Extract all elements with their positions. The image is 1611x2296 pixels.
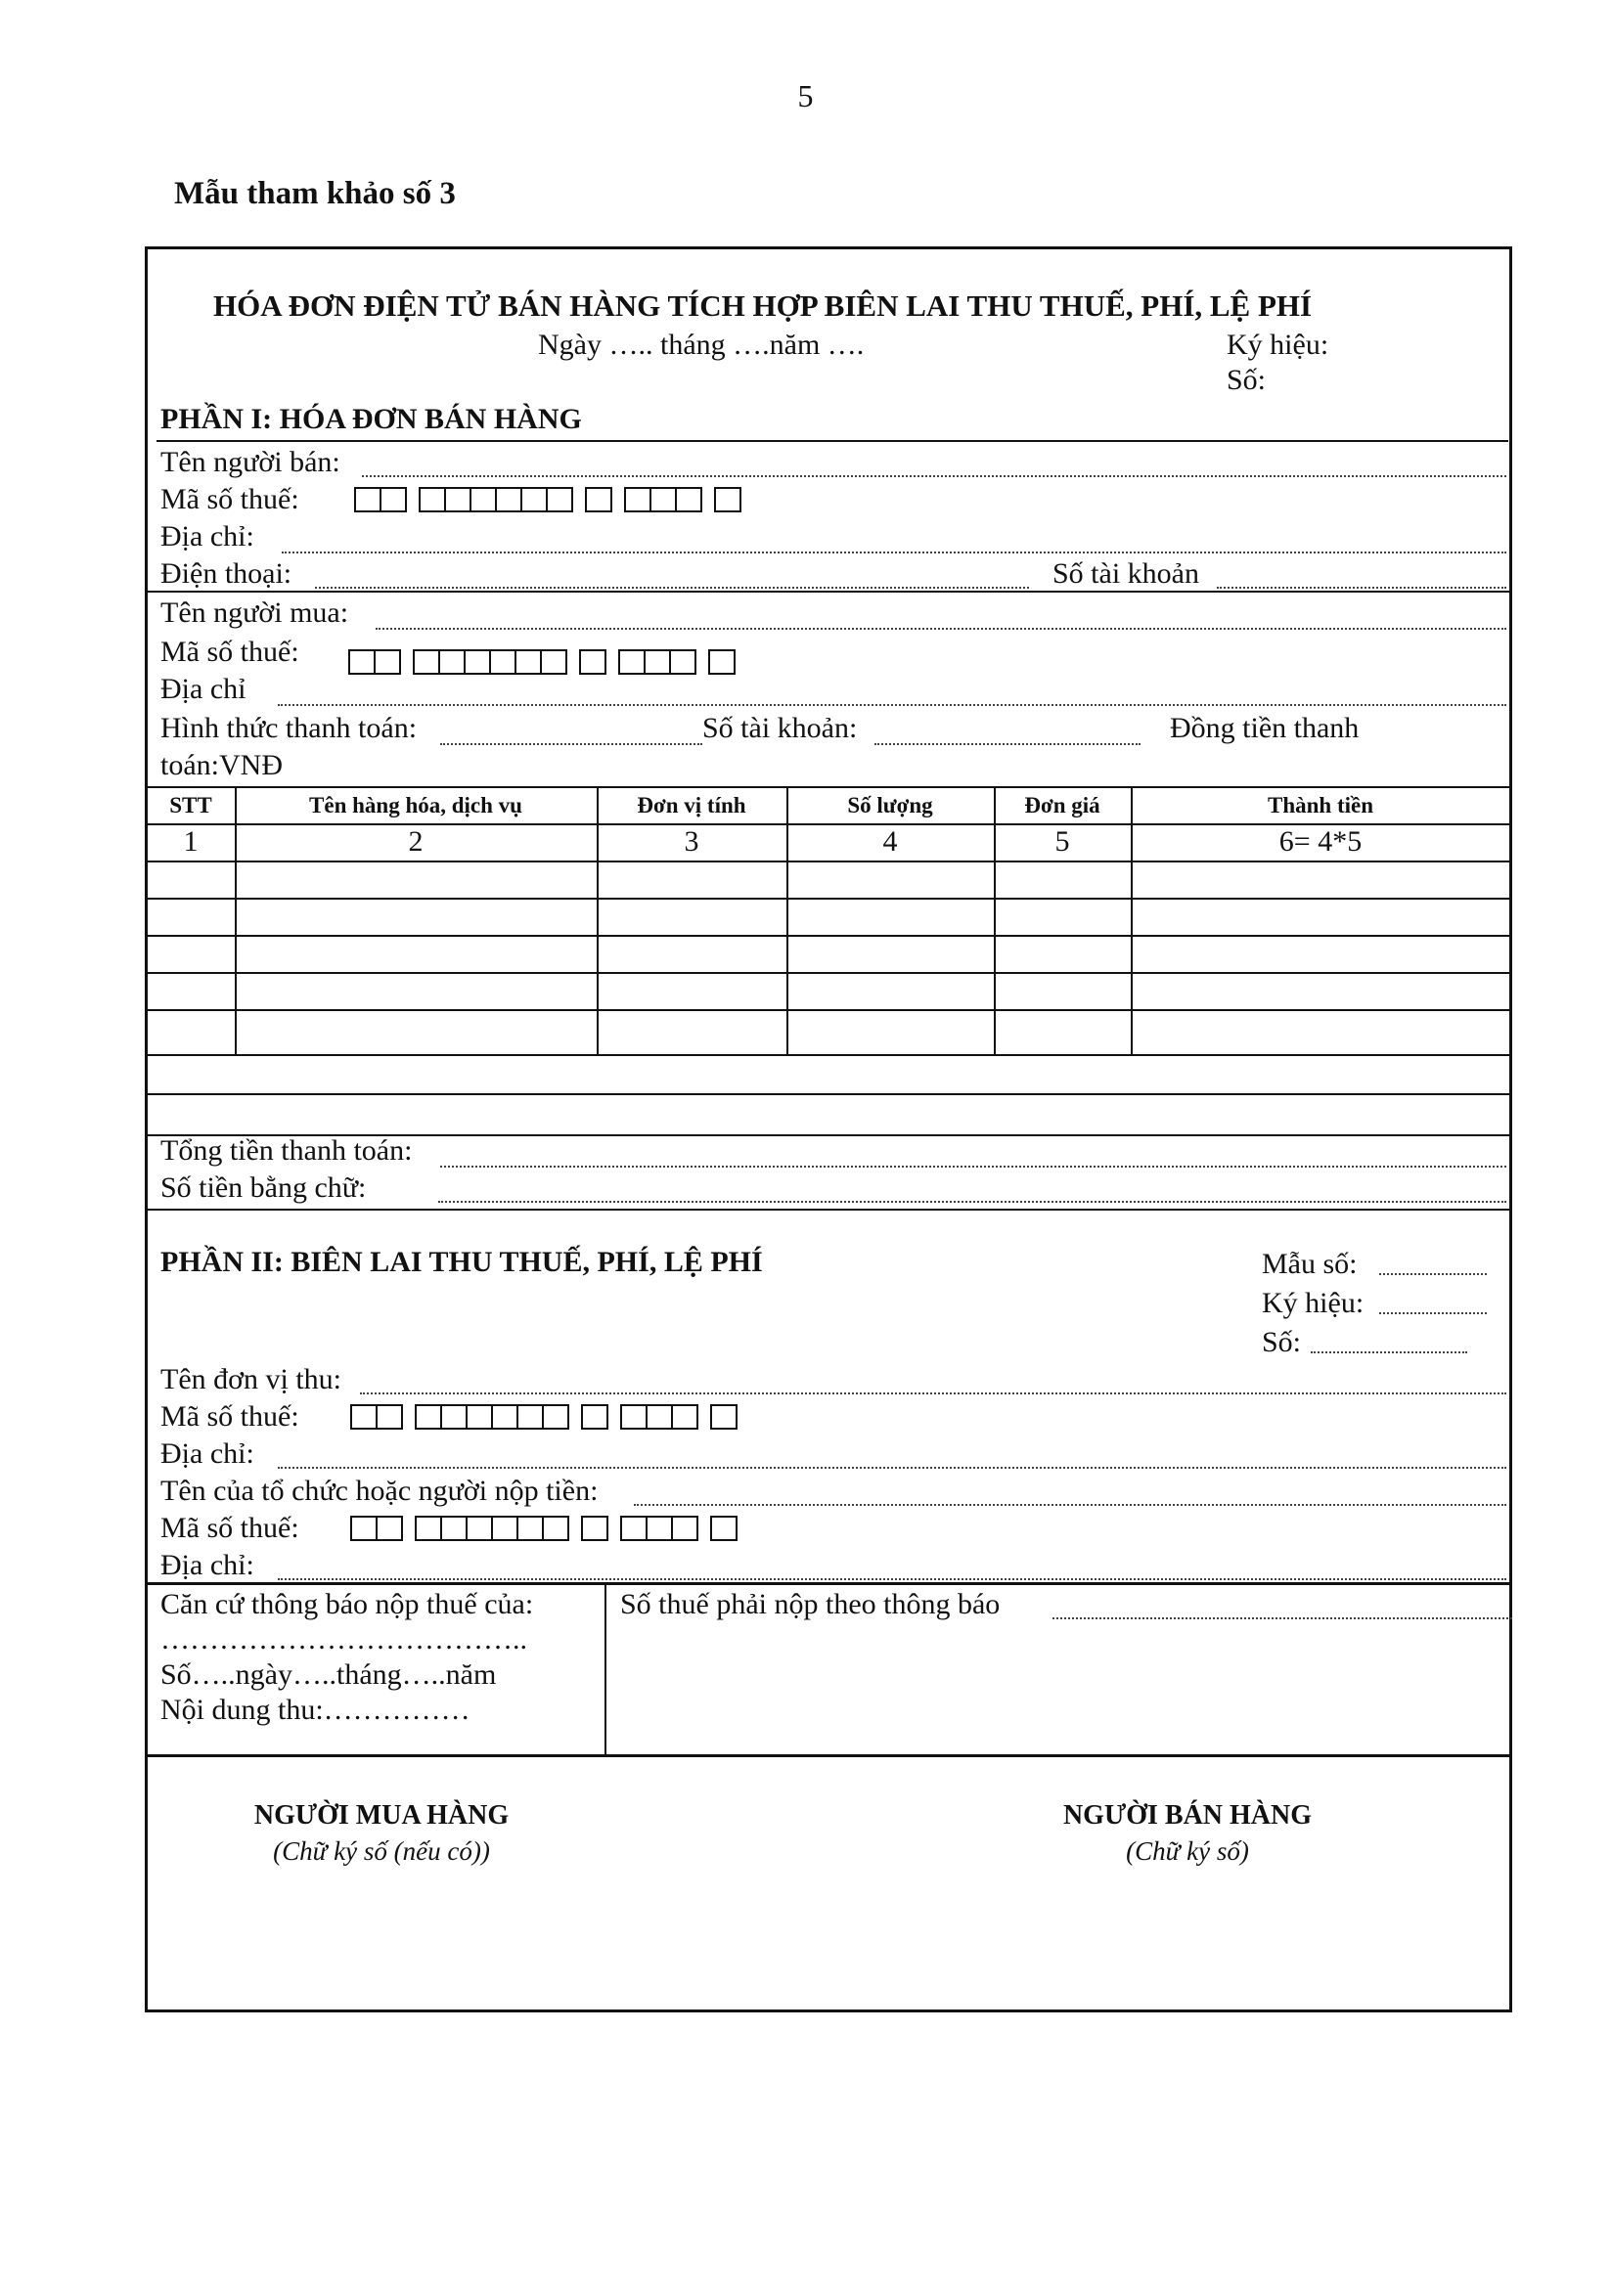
receipt-symbol-label: Ký hiệu:	[1262, 1287, 1365, 1319]
table-row-rule	[147, 972, 1510, 974]
invoice-number-label: Số:	[1227, 364, 1267, 396]
header-stt: STT	[169, 793, 212, 817]
header-unit-price: Đơn giá	[1024, 793, 1100, 817]
buyer-account-line[interactable]	[874, 743, 1141, 745]
reference-title: Mẫu tham khảo số 3	[174, 176, 456, 211]
buyer-signature-title: NGƯỜI MUA HÀNG	[253, 1800, 510, 1831]
index-cell: 5	[1054, 825, 1070, 858]
header-amount: Thành tiền	[1267, 793, 1373, 817]
total-label: Tổng tiền thanh toán:	[160, 1134, 413, 1167]
payer-address-line[interactable]	[278, 1578, 1506, 1580]
seller-address-line[interactable]	[282, 552, 1506, 553]
buyer-name-label: Tên người mua:	[160, 596, 349, 629]
seller-account-label: Số tài khoản	[1052, 557, 1199, 590]
part1-heading-rule	[157, 440, 1508, 442]
table-row-rule	[147, 1093, 1510, 1095]
receipt-number-label: Số:	[1262, 1326, 1302, 1358]
receipt-number-line[interactable]	[1311, 1351, 1467, 1353]
collecting-unit-address-label: Địa chỉ:	[160, 1437, 254, 1470]
currency-value: toán:VNĐ	[160, 749, 283, 781]
seller-signature-title: NGƯỜI BÁN HÀNG	[1062, 1800, 1313, 1831]
words-line[interactable]	[438, 1201, 1506, 1203]
notice-basis-label: Căn cứ thông báo nộp thuế của:	[160, 1588, 534, 1620]
payment-method-line[interactable]	[440, 743, 702, 745]
header-quantity: Số lượng	[847, 793, 933, 817]
collecting-unit-label: Tên đơn vị thu:	[160, 1363, 342, 1395]
invoice-symbol-label: Ký hiệu:	[1227, 329, 1329, 361]
payer-address-label: Địa chỉ:	[160, 1549, 254, 1581]
receipt-form-line[interactable]	[1379, 1273, 1487, 1275]
payer-line[interactable]	[634, 1504, 1506, 1506]
notice-dots: ………………………………..	[160, 1623, 527, 1656]
index-cell: 4	[882, 825, 898, 858]
header-unit: Đơn vị tính	[637, 793, 746, 817]
payer-label: Tên của tổ chức hoặc người nộp tiền:	[160, 1475, 599, 1507]
collecting-unit-line[interactable]	[360, 1392, 1506, 1394]
buyer-address-label: Địa chỉ	[160, 673, 246, 705]
header-item-name: Tên hàng hóa, dịch vụ	[309, 793, 522, 817]
seller-account-line[interactable]	[1217, 587, 1506, 589]
index-cell: 1	[183, 825, 199, 858]
table-row-rule	[147, 1054, 1510, 1056]
date-line: Ngày ….. tháng ….năm ….	[538, 329, 865, 361]
tax-due-line[interactable]	[1052, 1617, 1512, 1619]
collection-content-label: Nội dung thu:……………	[160, 1694, 470, 1726]
total-line[interactable]	[440, 1166, 1506, 1168]
words-label: Số tiền bằng chữ:	[160, 1171, 367, 1204]
seller-phone-label: Điện thoại:	[160, 557, 292, 590]
invoice-frame	[145, 246, 1512, 2012]
index-cell: 3	[684, 825, 699, 858]
page-number: 5	[797, 78, 814, 113]
buyer-account-label: Số tài khoản:	[702, 712, 858, 744]
notice-section-rule	[147, 1582, 1510, 1585]
table-row-rule	[147, 1009, 1510, 1011]
part2-heading: PHẦN II: BIÊN LAI THU THUẾ, PHÍ, LỆ PHÍ	[160, 1246, 763, 1278]
part1-end-rule	[147, 1209, 1510, 1211]
table-row-rule	[147, 898, 1510, 900]
payer-tax-boxes[interactable]	[350, 1516, 736, 1546]
receipt-form-label: Mẫu số:	[1262, 1248, 1358, 1280]
collecting-unit-address-line[interactable]	[278, 1467, 1506, 1469]
seller-address-label: Địa chỉ:	[160, 520, 254, 552]
buyer-signature-note: (Chữ ký số (nếu có))	[273, 1836, 490, 1866]
index-cell: 2	[408, 825, 424, 858]
seller-name-line[interactable]	[362, 475, 1506, 477]
seller-signature-note: (Chữ ký số)	[1126, 1836, 1249, 1866]
buyer-address-line[interactable]	[278, 704, 1506, 706]
table-row-rule	[147, 935, 1510, 937]
buyer-tax-boxes[interactable]	[348, 649, 734, 680]
seller-tax-boxes[interactable]	[354, 487, 739, 517]
receipt-symbol-line[interactable]	[1379, 1312, 1487, 1314]
seller-name-label: Tên người bán:	[160, 446, 340, 478]
invoice-title: HÓA ĐƠN ĐIỆN TỬ BÁN HÀNG TÍCH HỢP BIÊN LAI THU THUẾ, PHÍ, LỆ PHÍ	[213, 288, 1313, 323]
notice-col-rule	[604, 1582, 606, 1754]
buyer-tax-label: Mã số thuế:	[160, 636, 299, 668]
seller-phone-line[interactable]	[315, 587, 1029, 589]
collecting-unit-tax-boxes[interactable]	[350, 1404, 736, 1435]
collecting-unit-tax-label: Mã số thuế:	[160, 1400, 299, 1433]
seller-tax-label: Mã số thuế:	[160, 483, 299, 515]
currency-label: Đồng tiền thanh	[1170, 712, 1360, 744]
tax-due-label: Số thuế phải nộp theo thông báo	[620, 1588, 1001, 1620]
payer-tax-label: Mã số thuế:	[160, 1512, 299, 1544]
signature-section-rule	[147, 1754, 1510, 1757]
table-row-rule	[147, 861, 1510, 862]
index-cell: 6= 4*5	[1278, 825, 1363, 858]
part1-heading: PHẦN I: HÓA ĐƠN BÁN HÀNG	[160, 403, 582, 435]
buyer-name-line[interactable]	[376, 628, 1506, 630]
notice-date: Số…..ngày…..tháng…..năm	[160, 1658, 497, 1691]
payment-method-label: Hình thức thanh toán:	[160, 712, 418, 744]
seller-buyer-divider	[147, 591, 1510, 593]
